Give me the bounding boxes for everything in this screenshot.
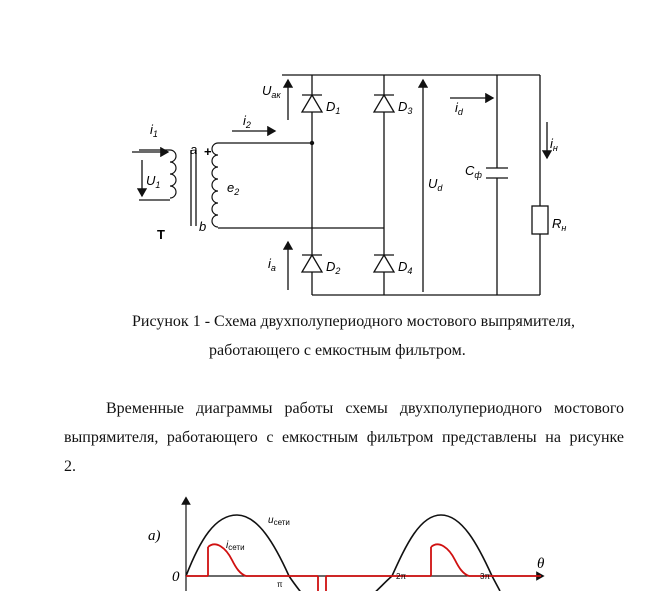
label-d1: $D_1$ — [326, 99, 341, 116]
tick-2pi: 2π — [396, 572, 406, 581]
figure-caption-line-2: работающего с емкостным фильтром. — [209, 342, 466, 359]
diode-d4 — [374, 255, 394, 272]
label-d3: $D_3$ — [398, 99, 413, 116]
label-i2: $i_2$ — [243, 113, 251, 130]
paragraph-line-1: Временные диаграммы работы схемы двухполупериодного мостового — [106, 400, 624, 417]
paragraph-line-2: выпрямителя, работающего с емкостным фильтром представлены на рисунке — [64, 429, 624, 446]
label-i1: $i_1$ — [150, 122, 158, 139]
timing-diagram — [0, 490, 649, 591]
label-ud: $U_d$ — [428, 176, 443, 193]
label-transformer-t: T — [157, 227, 165, 242]
tick-3pi: 3π — [480, 572, 490, 581]
label-u-ak: $U_{ак}$ — [262, 83, 281, 100]
label-e2: $e_2$ — [227, 180, 240, 197]
label-in: $i_н$ — [550, 136, 558, 153]
diode-d1 — [302, 95, 322, 112]
label-rn: $R_н$ — [552, 216, 567, 233]
label-u1: $U_1$ — [146, 173, 161, 190]
label-plus: + — [204, 144, 212, 159]
diode-d3 — [374, 95, 394, 112]
label-cf: $C_ф$ — [465, 163, 482, 180]
label-a: a — [190, 142, 198, 157]
tick-pi: π — [277, 580, 283, 589]
label-i-seti: iсети — [226, 540, 245, 552]
label-ia: $i_a$ — [268, 256, 276, 273]
label-b: b — [199, 219, 207, 234]
label-d2: $D_2$ — [326, 259, 341, 276]
axis-theta-label: θ — [537, 556, 545, 572]
diode-d2 — [302, 255, 322, 272]
label-d4: $D_4$ — [398, 259, 413, 276]
label-id: $i_d$ — [455, 100, 463, 117]
paragraph-line-3: 2. — [64, 458, 76, 475]
label-u-seti: uсети — [268, 515, 290, 527]
panel-label-a: а) — [148, 528, 161, 544]
figure-caption-line-1: Рисунок 1 - Схема двухполупериодного мостового выпрямителя, — [132, 313, 575, 330]
axis-zero-label: 0 — [172, 569, 180, 585]
